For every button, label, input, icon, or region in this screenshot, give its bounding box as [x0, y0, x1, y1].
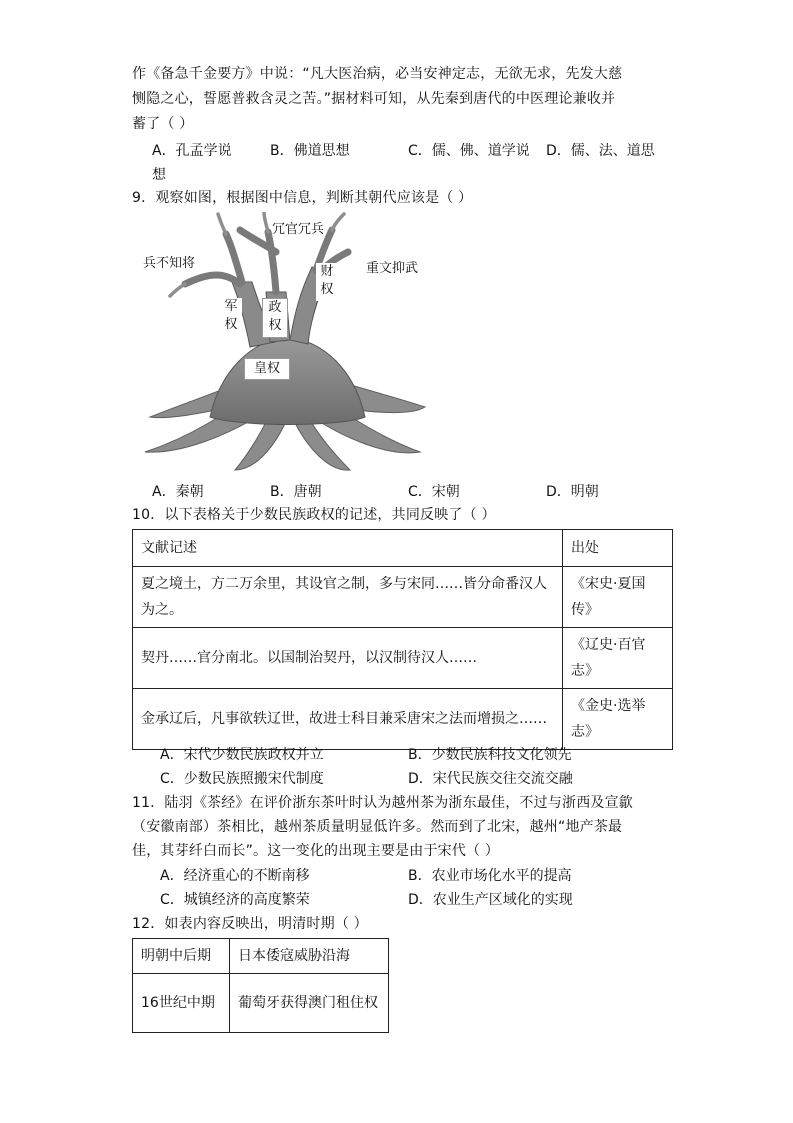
- table-row: [133, 974, 389, 1033]
- table-row: [133, 628, 673, 689]
- q10-option-c[interactable]: C．少数民族照搬宋代制度: [160, 771, 324, 787]
- q9-option-c[interactable]: C．宋朝: [408, 484, 460, 500]
- q10-option-b[interactable]: B．少数民族科技文化领先: [408, 747, 572, 763]
- q11-line-3: 佳，其芽纤白而长”。这一变化的出现主要是由于宋代（ ）: [132, 843, 500, 859]
- q8-line-3: 蓄了（ ）: [132, 116, 194, 132]
- table-row: [133, 567, 673, 628]
- q8-option-c[interactable]: C．儒、佛、道学说: [408, 143, 530, 159]
- table-header-row: [133, 530, 673, 567]
- table-cell: 日本倭寇威胁沿海: [230, 939, 389, 974]
- q10-option-d[interactable]: D．宋代民族交往交流交融: [408, 771, 573, 787]
- q11-option-d[interactable]: D．农业生产区域化的实现: [408, 892, 573, 908]
- table-cell: 《金史·选举志》: [563, 689, 673, 750]
- q8-option-b[interactable]: B．佛道思想: [270, 143, 350, 159]
- q11-option-c[interactable]: C．城镇经济的高度繁荣: [160, 892, 310, 908]
- table-cell: 明朝中后期: [133, 939, 230, 974]
- q9-stem: 9．观察如图，根据图中信息，判断其朝代应该是（ ）: [132, 190, 473, 206]
- q8-line-2: 恻隐之心，誓愿普救含灵之苦。”据材料可知，从先秦到唐代的中医理论兼收并: [132, 91, 616, 107]
- table-cell: 葡萄牙获得澳门租住权: [230, 974, 389, 1033]
- table-cell: 《辽史·百官志》: [563, 628, 673, 689]
- label-imperial-power: 皇权: [244, 358, 290, 380]
- table-cell: 契丹……官分南北。以国制治契丹，以汉制待汉人……: [133, 628, 563, 689]
- table-cell: 夏之境土，方二万余里，其设官之制，多与宋同……皆分命番汉人为之。: [133, 567, 563, 628]
- table-row: [133, 689, 673, 750]
- table-header-cell: 出处: [563, 530, 673, 567]
- q8-line-1: 作《备急千金要方》中说：“凡大医治病，必当安神定志，无欲无求，先发大慈: [132, 66, 623, 82]
- q8-option-a[interactable]: A．孔孟学说: [152, 143, 232, 159]
- label-political-power: 政权: [262, 298, 288, 338]
- table-cell: 《宋史·夏国传》: [563, 567, 673, 628]
- q10-stem: 10．以下表格关于少数民族政权的记述，共同反映了（ ）: [132, 507, 496, 523]
- tree-illustration: [140, 212, 430, 474]
- q9-option-a[interactable]: A．秦朝: [152, 484, 204, 500]
- table-cell: 金承辽后，凡事欲轶辽世，故进士科目兼采唐宋之法而增损之……: [133, 689, 563, 750]
- table-cell: 16世纪中期: [133, 974, 230, 1033]
- label-redundant-officials: 冗官冗兵: [272, 222, 325, 237]
- q11-option-a[interactable]: A．经济重心的不断南移: [160, 868, 310, 884]
- q8-option-d-continued: 想: [152, 167, 166, 183]
- q9-option-d[interactable]: D．明朝: [546, 484, 599, 500]
- table-header-cell: 文献记述: [133, 530, 563, 567]
- q10-table: [132, 529, 673, 750]
- label-military-power: 军权: [220, 298, 242, 336]
- q10-option-a[interactable]: A．宋代少数民族政权并立: [160, 747, 324, 763]
- label-emphasize-civil: 重文抑武: [366, 261, 419, 276]
- q12-table: [132, 938, 389, 1033]
- table-row: [133, 939, 389, 974]
- q12-stem: 12．如表内容反映出，明清时期（ ）: [132, 916, 368, 932]
- q8-option-d[interactable]: D．儒、法、道思: [546, 143, 655, 159]
- label-financial-power: 财权: [316, 263, 338, 301]
- tree-figure: [140, 212, 430, 474]
- q11-line-2: （安徽南部）茶相比，越州茶质量明显低许多。然而到了北宋，越州“地产茶最: [132, 819, 623, 835]
- q11-line-1: 11．陆羽《茶经》在评价浙东茶叶时认为越州茶为浙东最佳，不过与浙西及宣歙: [132, 795, 634, 811]
- q9-option-b[interactable]: B．唐朝: [270, 484, 322, 500]
- q11-option-b[interactable]: B．农业市场化水平的提高: [408, 868, 572, 884]
- label-soldiers-not-know-generals: 兵不知将: [143, 256, 196, 271]
